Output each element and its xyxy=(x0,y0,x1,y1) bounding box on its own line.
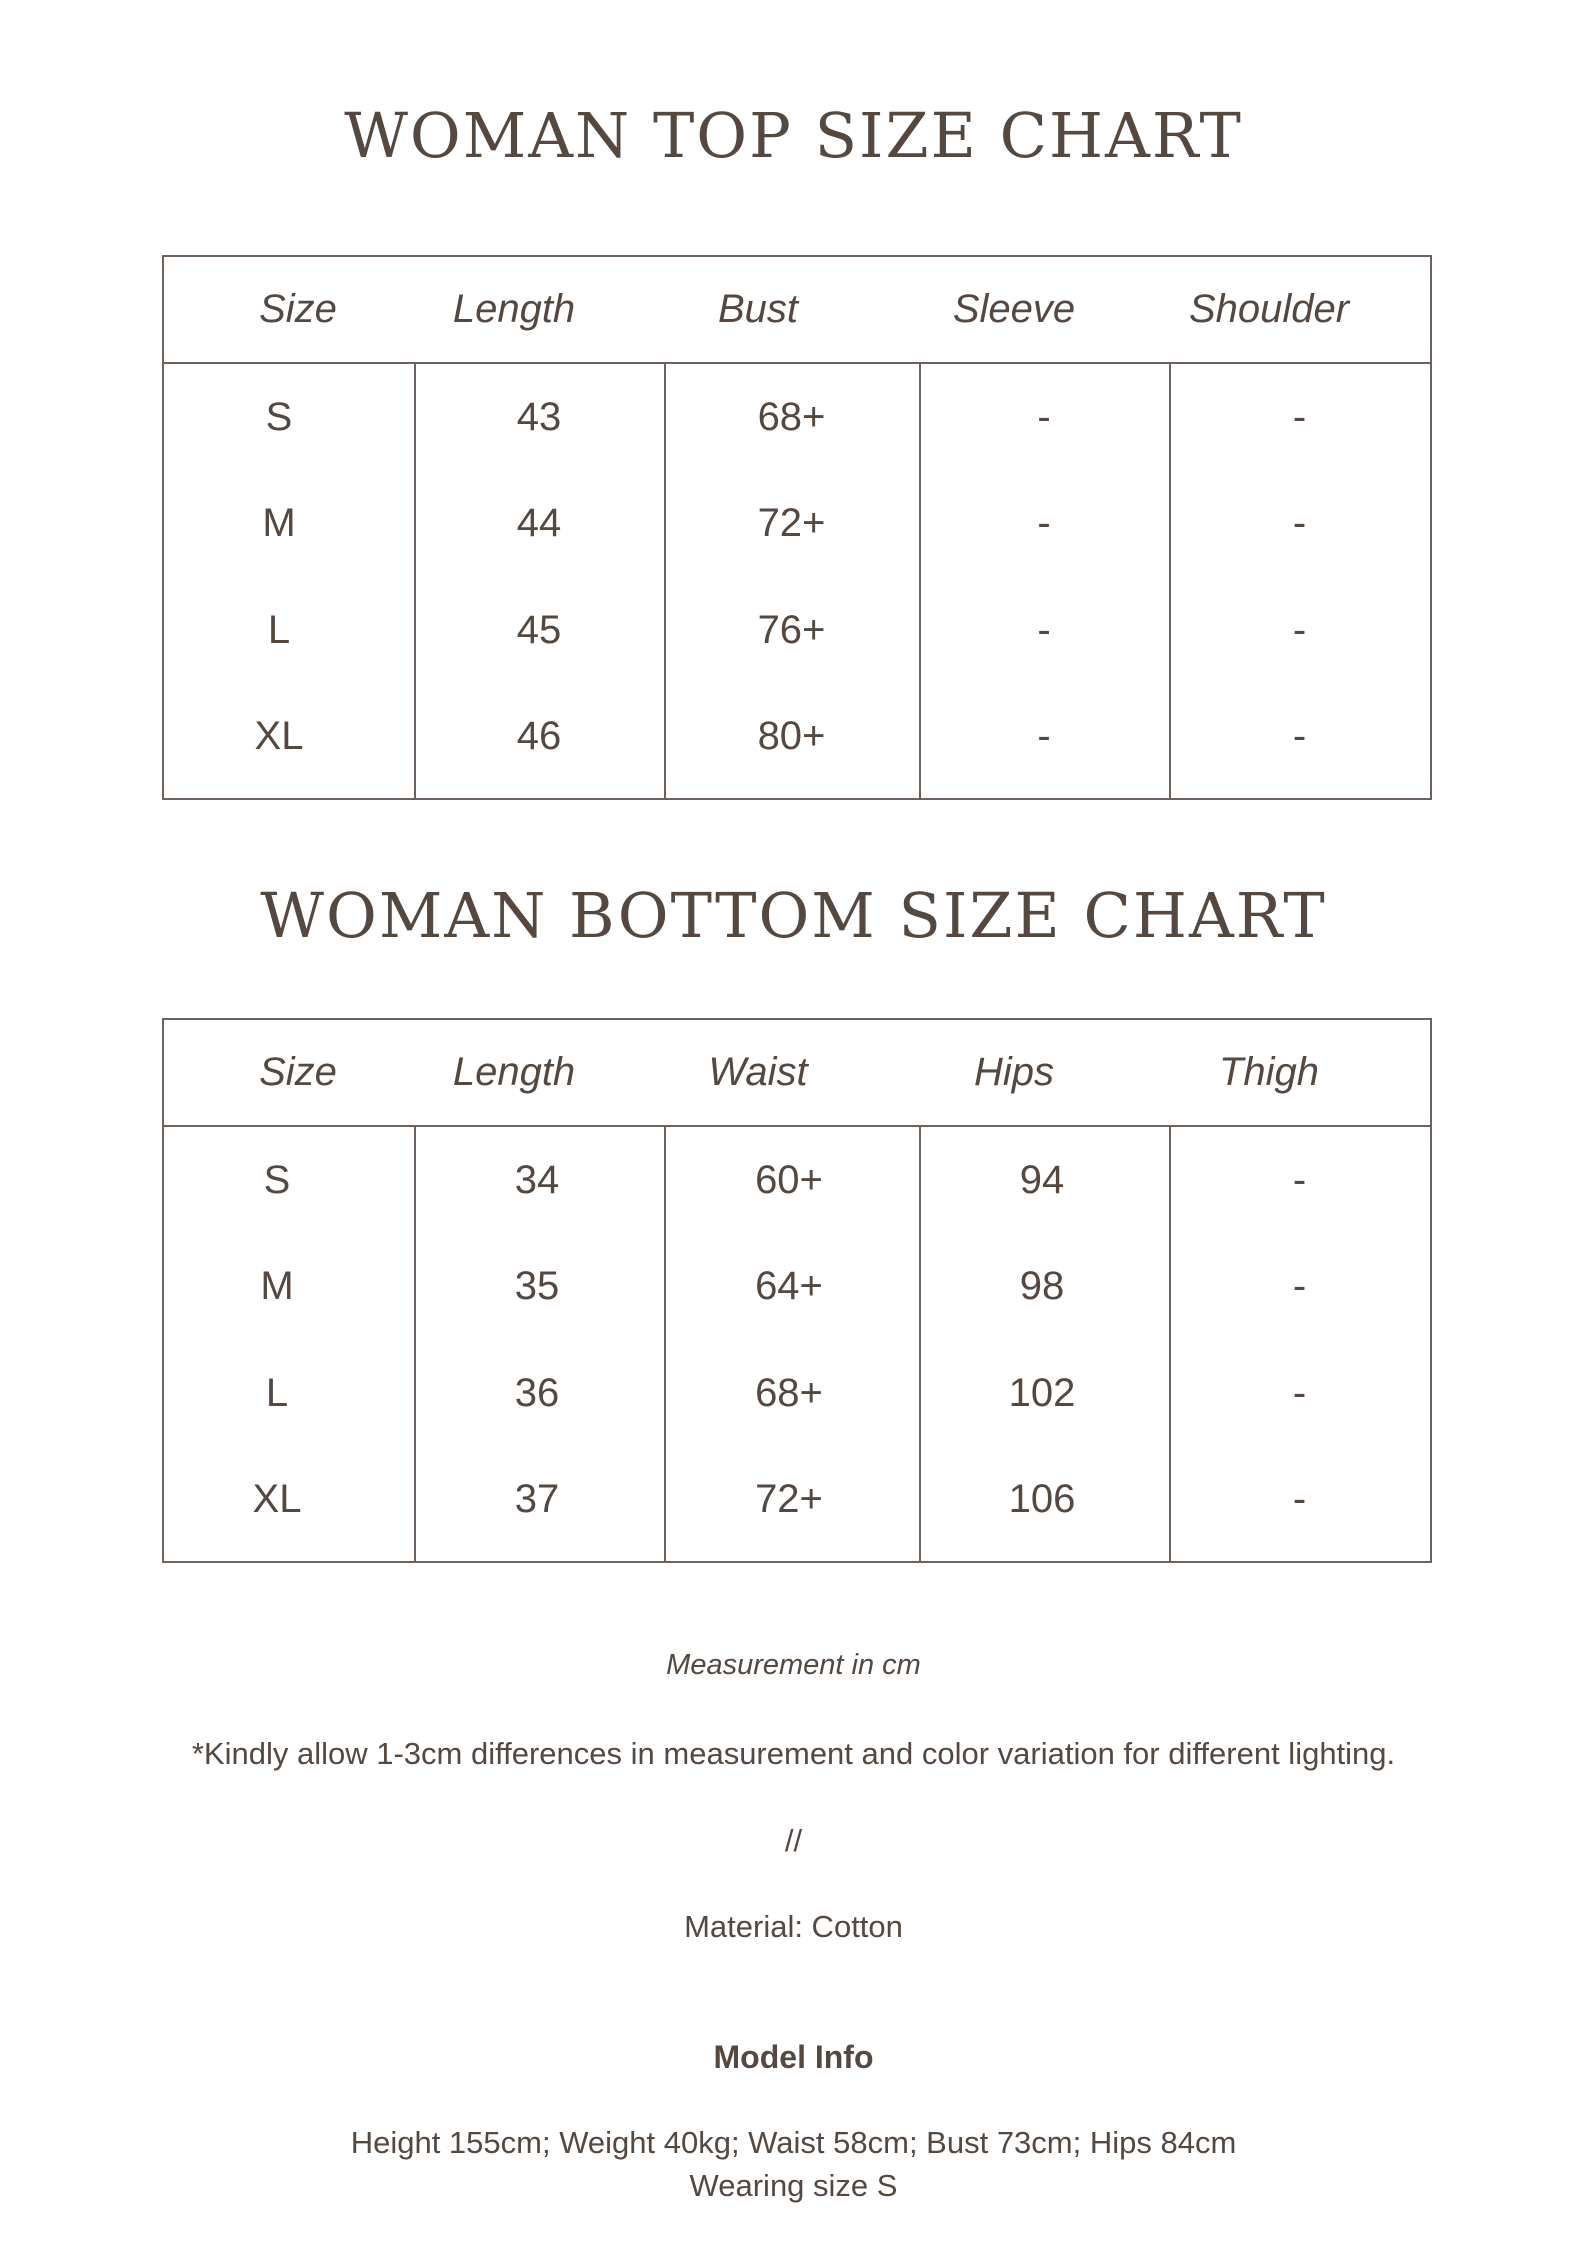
table-cell: XL xyxy=(252,1477,302,1521)
table-cell: 45 xyxy=(516,608,562,652)
header-cell: Size xyxy=(259,287,337,331)
table-cell: 72+ xyxy=(757,501,826,545)
table-cell: - xyxy=(1037,395,1051,439)
table-cell: - xyxy=(1037,501,1051,545)
table-cell: - xyxy=(1292,1158,1307,1202)
table-cell: 43 xyxy=(516,395,562,439)
table-cell: 106 xyxy=(1008,1477,1076,1521)
table-cell: 98 xyxy=(1019,1264,1065,1308)
table-cell: 76+ xyxy=(757,608,826,652)
table-cell: 68+ xyxy=(757,395,826,439)
table-cell: 60+ xyxy=(755,1158,823,1202)
table-cell: 94 xyxy=(1019,1158,1065,1202)
table-cell: 68+ xyxy=(755,1371,823,1415)
top-table-header-row xyxy=(164,257,1430,364)
bottom-chart-title: WOMAN BOTTOM SIZE CHART xyxy=(260,879,1327,952)
table-cell: - xyxy=(1037,714,1051,758)
table-cell: - xyxy=(1292,608,1307,652)
unit-note: Measurement in cm xyxy=(666,1649,921,1681)
table-cell: - xyxy=(1292,1371,1307,1415)
top-size-table xyxy=(162,255,1432,800)
bottom-size-table xyxy=(162,1018,1432,1563)
table-cell: M xyxy=(260,1264,294,1308)
table-cell: S xyxy=(263,1158,291,1202)
header-cell: Shoulder xyxy=(1188,287,1350,331)
header-cell: Sleeve xyxy=(952,287,1076,331)
table-cell: 37 xyxy=(514,1477,560,1521)
table-cell: 35 xyxy=(514,1264,560,1308)
table-cell: - xyxy=(1292,1264,1307,1308)
header-cell: Bust xyxy=(717,287,799,331)
table-cell: 72+ xyxy=(755,1477,823,1521)
table-cell: - xyxy=(1292,501,1307,545)
table-cell: 80+ xyxy=(757,714,826,758)
bottom-table-header-row xyxy=(164,1020,1430,1127)
material-note: Material: Cotton xyxy=(684,1909,903,1944)
header-cell: Length xyxy=(452,287,576,331)
model-info-heading: Model Info xyxy=(713,2039,874,2075)
header-cell: Thigh xyxy=(1218,1050,1320,1094)
disclaimer-note: *Kindly allow 1-3cm differences in measurement and color variation for different lighting. xyxy=(191,1736,1396,1771)
header-cell: Length xyxy=(452,1050,576,1094)
table-cell: M xyxy=(262,501,296,545)
table-cell: S xyxy=(265,395,293,439)
table-cell: - xyxy=(1292,714,1307,758)
table-cell: - xyxy=(1292,395,1307,439)
table-cell: - xyxy=(1292,1477,1307,1521)
table-cell: 102 xyxy=(1008,1371,1076,1415)
table-cell: - xyxy=(1037,608,1051,652)
table-cell: XL xyxy=(254,714,304,758)
table-cell: 44 xyxy=(516,501,562,545)
table-cell: 36 xyxy=(514,1371,560,1415)
header-cell: Hips xyxy=(973,1050,1055,1094)
header-cell: Waist xyxy=(708,1050,808,1094)
top-chart-title: WOMAN TOP SIZE CHART xyxy=(344,99,1243,172)
table-cell: 46 xyxy=(516,714,562,758)
separator: // xyxy=(784,1823,803,1858)
header-cell: Size xyxy=(259,1050,337,1094)
model-stats: Height 155cm; Weight 40kg; Waist 58cm; Bust 73cm; Hips 84cm xyxy=(350,2125,1237,2160)
model-size: Wearing size S xyxy=(689,2168,898,2203)
table-cell: 64+ xyxy=(755,1264,823,1308)
table-cell: L xyxy=(267,608,291,652)
table-cell: 34 xyxy=(514,1158,560,1202)
table-cell: L xyxy=(265,1371,289,1415)
